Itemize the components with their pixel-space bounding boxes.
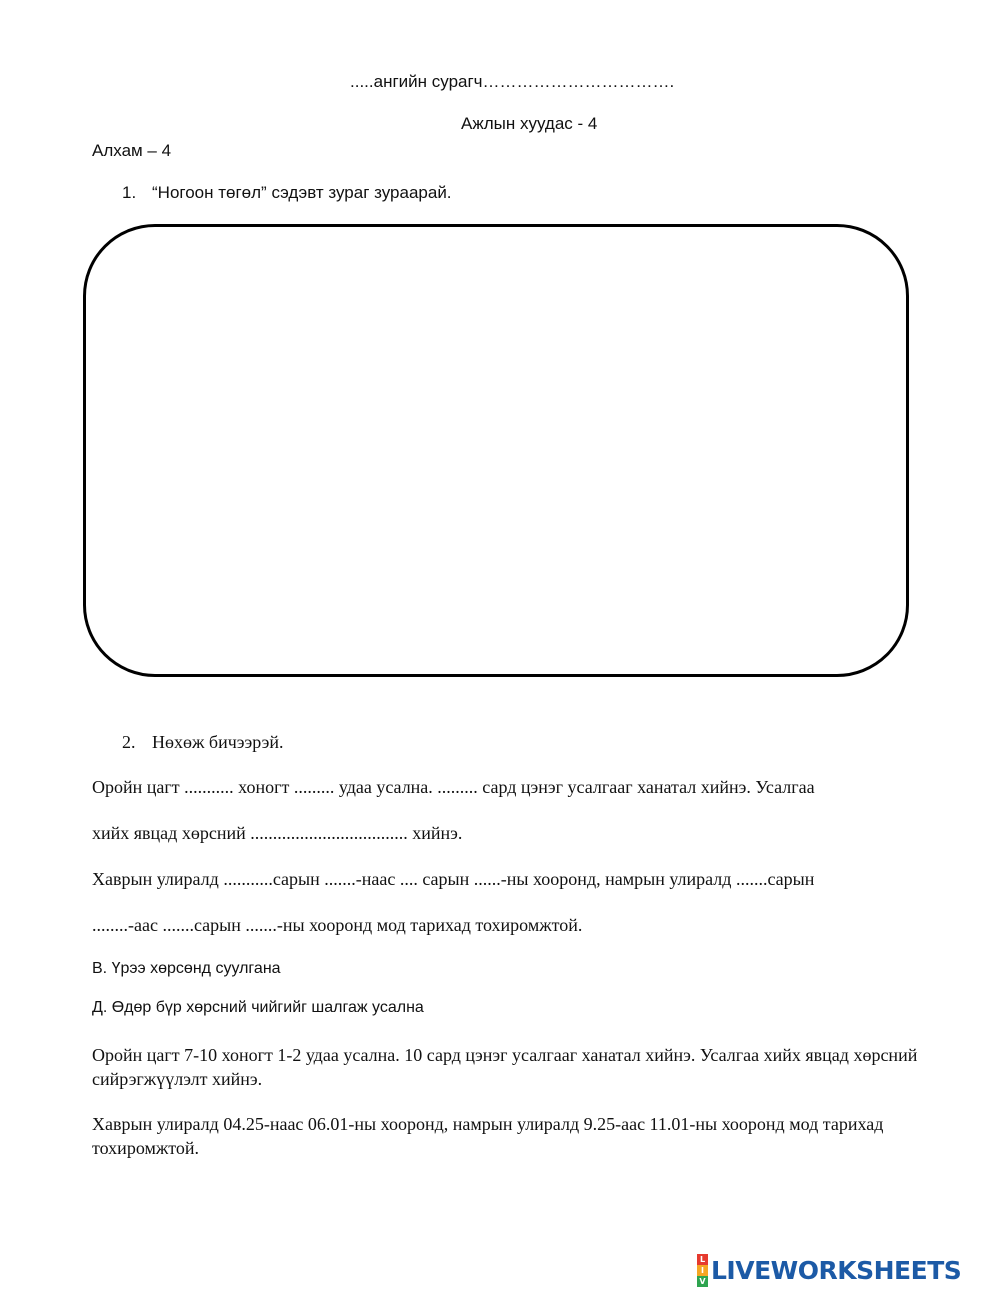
logo-block-i: I: [697, 1265, 708, 1276]
fill-in-line[interactable]: ........-аас .......сарын .......-ны хооронд мод тарихад тохиромжтой.: [92, 915, 583, 935]
answer-paragraph-1: Оройн цагт 7-10 хоногт 1-2 удаа усална. 10 сард цэнэг усалгааг ханатал хийнэ. Усалгаа хийх явцад хөрсний сийрэгжүүлэлт хийнэ.: [92, 1045, 918, 1089]
option-d: Д. Өдөр бүр хөрсний чийгийг шалгаж усална: [92, 999, 424, 1016]
task-2-number: 2.: [122, 732, 136, 752]
task-1-instruction: “Ногоон төгөл” сэдэвт зураг зураарай.: [152, 183, 452, 202]
liveworksheets-logo: [697, 1254, 961, 1286]
task-2-instruction: Нөхөж бичээрэй.: [152, 732, 284, 752]
logo-block-l: L: [697, 1254, 708, 1265]
step-heading: Алхам – 4: [92, 141, 172, 160]
student-name-line: .....ангийн сурагч…………………………….: [350, 72, 675, 91]
task-1-number: 1.: [122, 183, 137, 202]
fill-in-line[interactable]: Хаврын улиралд ...........сарын .......-наас .... сарын ......-ны хооронд, намрын улиралд .......сарын: [92, 869, 815, 889]
drawing-area[interactable]: [83, 224, 909, 677]
task-1: [122, 183, 452, 203]
worksheet-title: Ажлын хуудас - 4: [461, 114, 598, 133]
logo-blocks-icon: [697, 1254, 708, 1287]
task-2: [122, 732, 284, 753]
fill-in-line[interactable]: хийх явцад хөрсний ................................... хийнэ.: [92, 823, 463, 843]
option-v: В. Үрээ хөрсөнд суулгана: [92, 960, 281, 977]
brand-name: LIVEWORKSHEETS: [711, 1255, 962, 1285]
answer-paragraph-2: Хаврын улиралд 04.25-наас 06.01-ны хооронд, намрын улиралд 9.25-аас 11.01-ны хооронд мод тарихад тохиромжтой.: [92, 1114, 884, 1158]
logo-block-v: V: [697, 1276, 708, 1287]
fill-in-line[interactable]: Оройн цагт ........... хоногт ......... удаа усална. ......... сард цэнэг усалгааг ханатал хийнэ. Усалгаа: [92, 777, 815, 797]
